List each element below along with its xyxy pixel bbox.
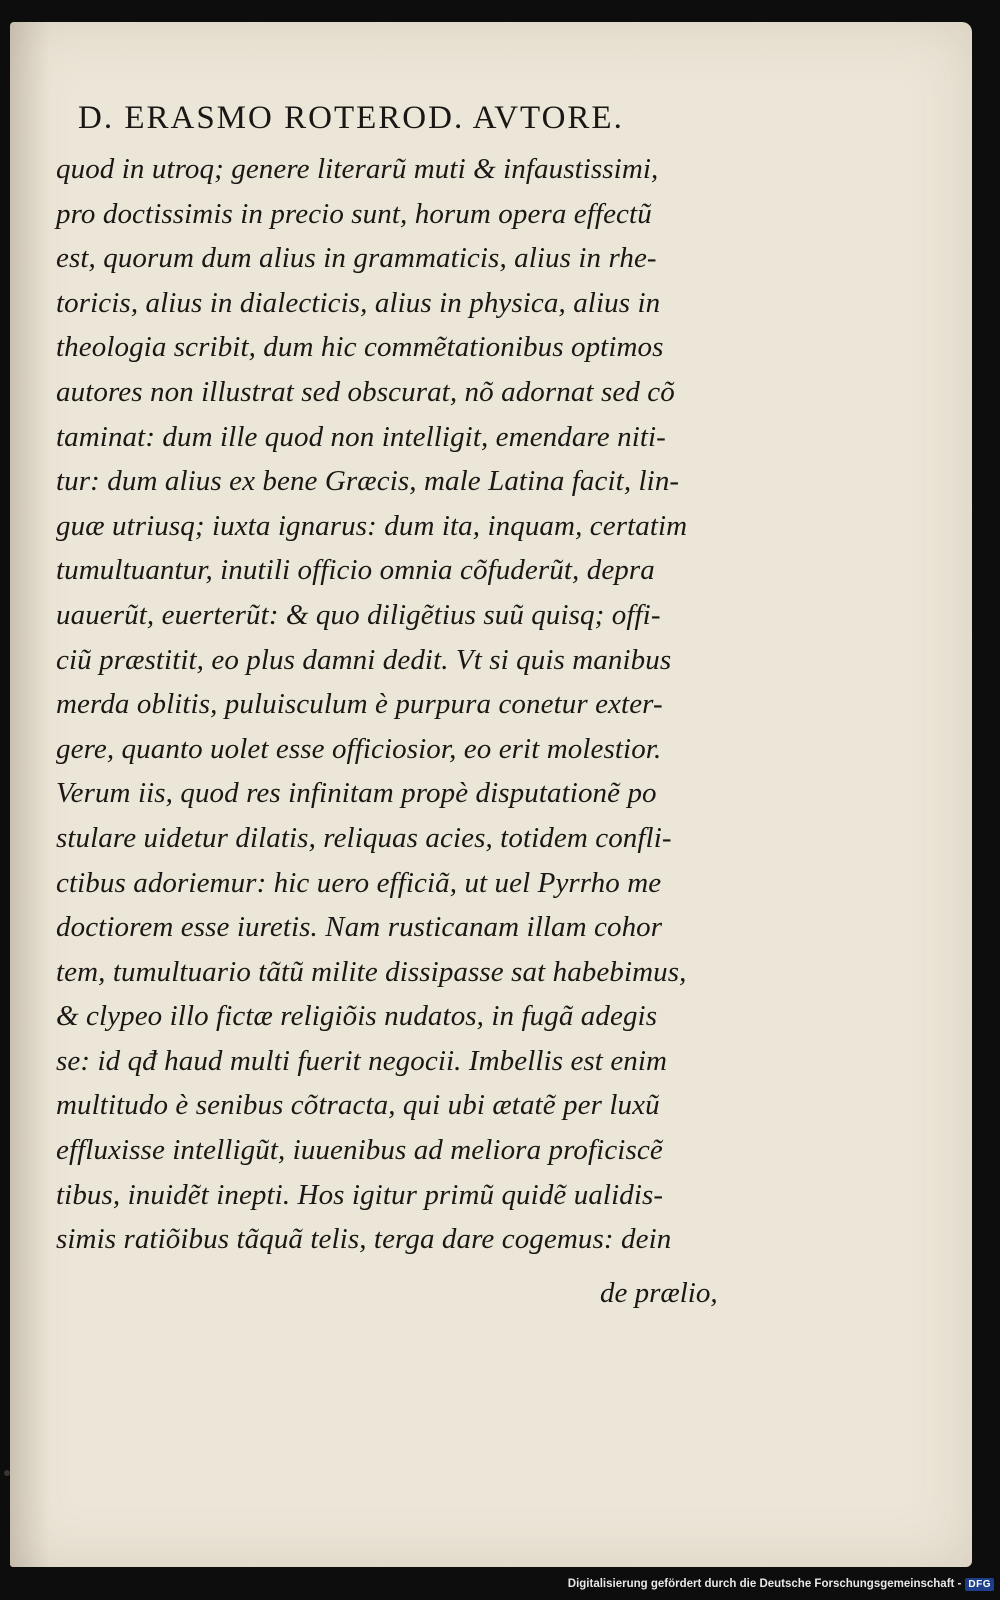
text-line: effluxisse intelligũt, iuuenibus ad meliora proficiscẽ [56, 1134, 663, 1167]
text-line: ctibus adoriemur: hic uero efficiã, ut uel Pyrrho me [56, 866, 662, 899]
text-line: stulare uidetur dilatis, reliquas acies, totidem confli- [56, 821, 672, 854]
text-line: tem, tumultuario tãtũ milite dissipasse sat habebimus, [56, 955, 687, 988]
text-line: toricis, alius in dialecticis, alius in physica, alius in [56, 286, 661, 319]
text-line: ciũ præstitit, eo plus damni dedit. Vt si quis manibus [56, 643, 672, 676]
text-line: tibus, inuidẽt inepti. Hos igitur primũ quidẽ ualidis- [56, 1178, 664, 1211]
text-line: merda oblitis, puluisculum è purpura conetur exter- [56, 688, 663, 721]
text-line: & clypeo illo fictæ religiõis nudatos, in fugã adegis [56, 1000, 658, 1033]
margin-mark [4, 1470, 10, 1476]
gutter-shadow [10, 22, 50, 1567]
text-line: gere, quanto uolet esse officiosior, eo erit molestior. [56, 732, 662, 765]
text-line: doctiorem esse iuretis. Nam rusticanam illam cohor [56, 911, 663, 944]
text-line: guæ utriusq; iuxta ignarus: dum ita, inquam, certatim [56, 509, 688, 542]
catchword: de prælio, [600, 1277, 718, 1309]
text-line: se: id qđ haud multi fuerit negocii. Imbellis est enim [56, 1044, 668, 1077]
text-line: tumultuantur, inutili officio omnia cõfuderũt, depra [56, 554, 655, 587]
text-line: taminat: dum ille quod non intelligit, emendare niti- [56, 420, 666, 453]
text-line: simis ratiõibus tãquã telis, terga dare cogemus: dein [56, 1223, 672, 1256]
text-line: multitudo è senibus cõtracta, qui ubi ætatẽ per luxũ [56, 1089, 660, 1122]
digitization-credit [568, 1572, 994, 1596]
credit-text: Digitalisierung gefördert durch die Deutsche Forschungsgemeinschaft - [567, 1578, 962, 1590]
text-line: uauerũt, euerterũt: & quo diligẽtius suũ quisq; offi- [56, 598, 661, 631]
dfg-logo: DFG [965, 1578, 994, 1591]
book-page [10, 22, 972, 1567]
text-line: quod in utroq; genere literarũ muti & infaustissimi, [56, 153, 659, 185]
text-line: pro doctissimis in precio sunt, horum opera effectũ [56, 197, 652, 230]
text-line: est, quorum dum alius in grammaticis, alius in rhe- [56, 242, 657, 275]
running-head: D. ERASMO ROTEROD. AVTORE. [78, 100, 624, 136]
text-line: Verum iis, quod res infinitam propè disputationẽ po [56, 777, 657, 810]
text-line: theologia scribit, dum hic commẽtationibus optimos [56, 331, 664, 364]
text-line: tur: dum alius ex bene Græcis, male Latina facit, lin- [56, 465, 680, 498]
body-text [56, 147, 746, 1262]
text-line: autores non illustrat sed obscurat, nõ adornat sed cõ [56, 375, 675, 408]
